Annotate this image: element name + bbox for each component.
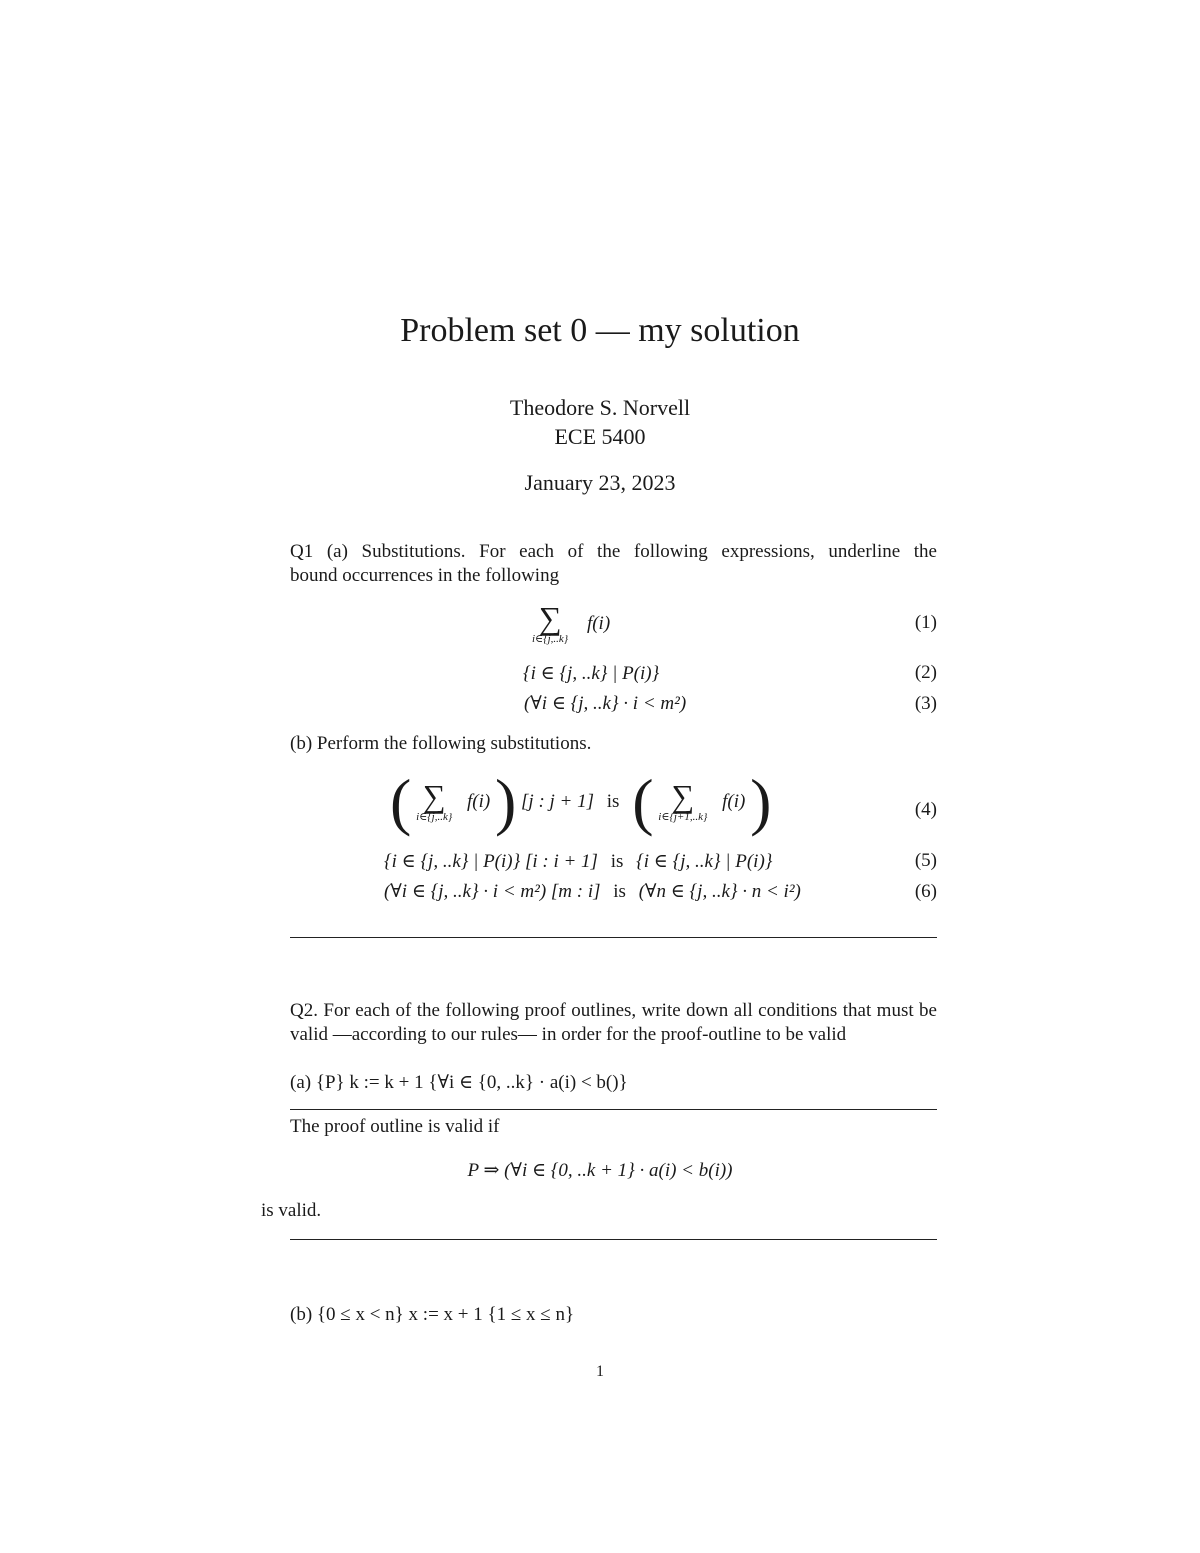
equation-3: (∀i ∈ {j, ..k} · i < m²): [524, 693, 687, 714]
eq5-number: (5): [914, 850, 937, 871]
course: ECE 5400: [554, 424, 646, 449]
sum-subscript: i∈{j+1,..k}: [658, 811, 708, 823]
summation-left: [416, 778, 453, 823]
equation-6: [384, 880, 801, 903]
divider: [290, 937, 937, 938]
eq4-body-left: f(i): [467, 791, 491, 812]
date: January 23, 2023: [524, 470, 676, 495]
author: Theodore S. Norvell: [509, 395, 691, 420]
q2-part-a: (a) {P} k := k + 1 {∀i ∈ {0, ..k} · a(i) < b()}: [290, 1072, 628, 1093]
answer-intro: The proof outline is valid if: [290, 1116, 500, 1137]
sum-subscript: i∈{j,..k}: [416, 811, 453, 823]
eq4-substitution: [j : j + 1]: [521, 791, 595, 812]
equation-2: {i ∈ {j, ..k} | P(i)}: [523, 663, 660, 684]
eq5-left: {i ∈ {j, ..k} | P(i)} [i : i + 1]: [384, 851, 598, 872]
eq6-number: (6): [914, 881, 937, 902]
right-paren: ): [494, 766, 517, 837]
eq6-right: (∀n ∈ {j, ..k} · n < i²): [638, 881, 801, 902]
right-paren: ): [750, 766, 772, 837]
sigma-symbol: ∑: [422, 778, 446, 814]
q1-part-b: (b) Perform the following substitutions.: [290, 733, 592, 754]
sum-subscript: i∈{j,..k}: [532, 633, 569, 645]
q1-intro-line1: Q1 (a) Substitutions. For each of the following expressions, underline the: [290, 541, 937, 562]
q1-intro-line2: bound occurrences in the following: [290, 565, 560, 586]
eq6-left: (∀i ∈ {j, ..k} · i < m²) [m : i]: [384, 881, 601, 902]
eq2-number: (2): [914, 662, 937, 683]
eq1-number: (1): [914, 612, 937, 633]
eq4-body-right: f(i): [722, 791, 746, 812]
q2-part-b: (b) {0 ≤ x < n} x := x + 1 {1 ≤ x ≤ n}: [290, 1304, 575, 1325]
is-keyword: is: [606, 791, 620, 812]
q2-intro: Q2. For each of the following proof outlines, write down all conditions that must be valid —according to our rules— in order for the proof-outline to be valid: [290, 1000, 937, 1045]
equation-4: [390, 766, 772, 837]
equation-1: [532, 600, 611, 645]
left-paren: (: [632, 766, 654, 837]
answer-formula: P ⇒ (∀i ∈ {0, ..k + 1} · a(i) < b(i)): [467, 1160, 733, 1181]
eq3-number: (3): [914, 693, 937, 714]
is-keyword: is: [610, 851, 624, 872]
is-keyword: is: [613, 881, 626, 902]
page-title: Problem set 0 — my solution: [400, 312, 800, 349]
summation-right: [658, 778, 708, 823]
page-number: 1: [596, 1363, 604, 1380]
answer-end: is valid.: [261, 1200, 322, 1221]
equation-5: [384, 850, 772, 873]
sigma-symbol: ∑: [538, 600, 562, 636]
eq5-right: {i ∈ {j, ..k} | P(i)}: [636, 851, 773, 872]
left-paren: (: [390, 766, 412, 837]
summation: [532, 600, 569, 645]
eq1-body: f(i): [586, 613, 611, 634]
divider: [290, 1109, 937, 1110]
divider: [290, 1239, 937, 1240]
sigma-symbol: ∑: [671, 778, 695, 814]
eq4-number: (4): [914, 799, 937, 820]
